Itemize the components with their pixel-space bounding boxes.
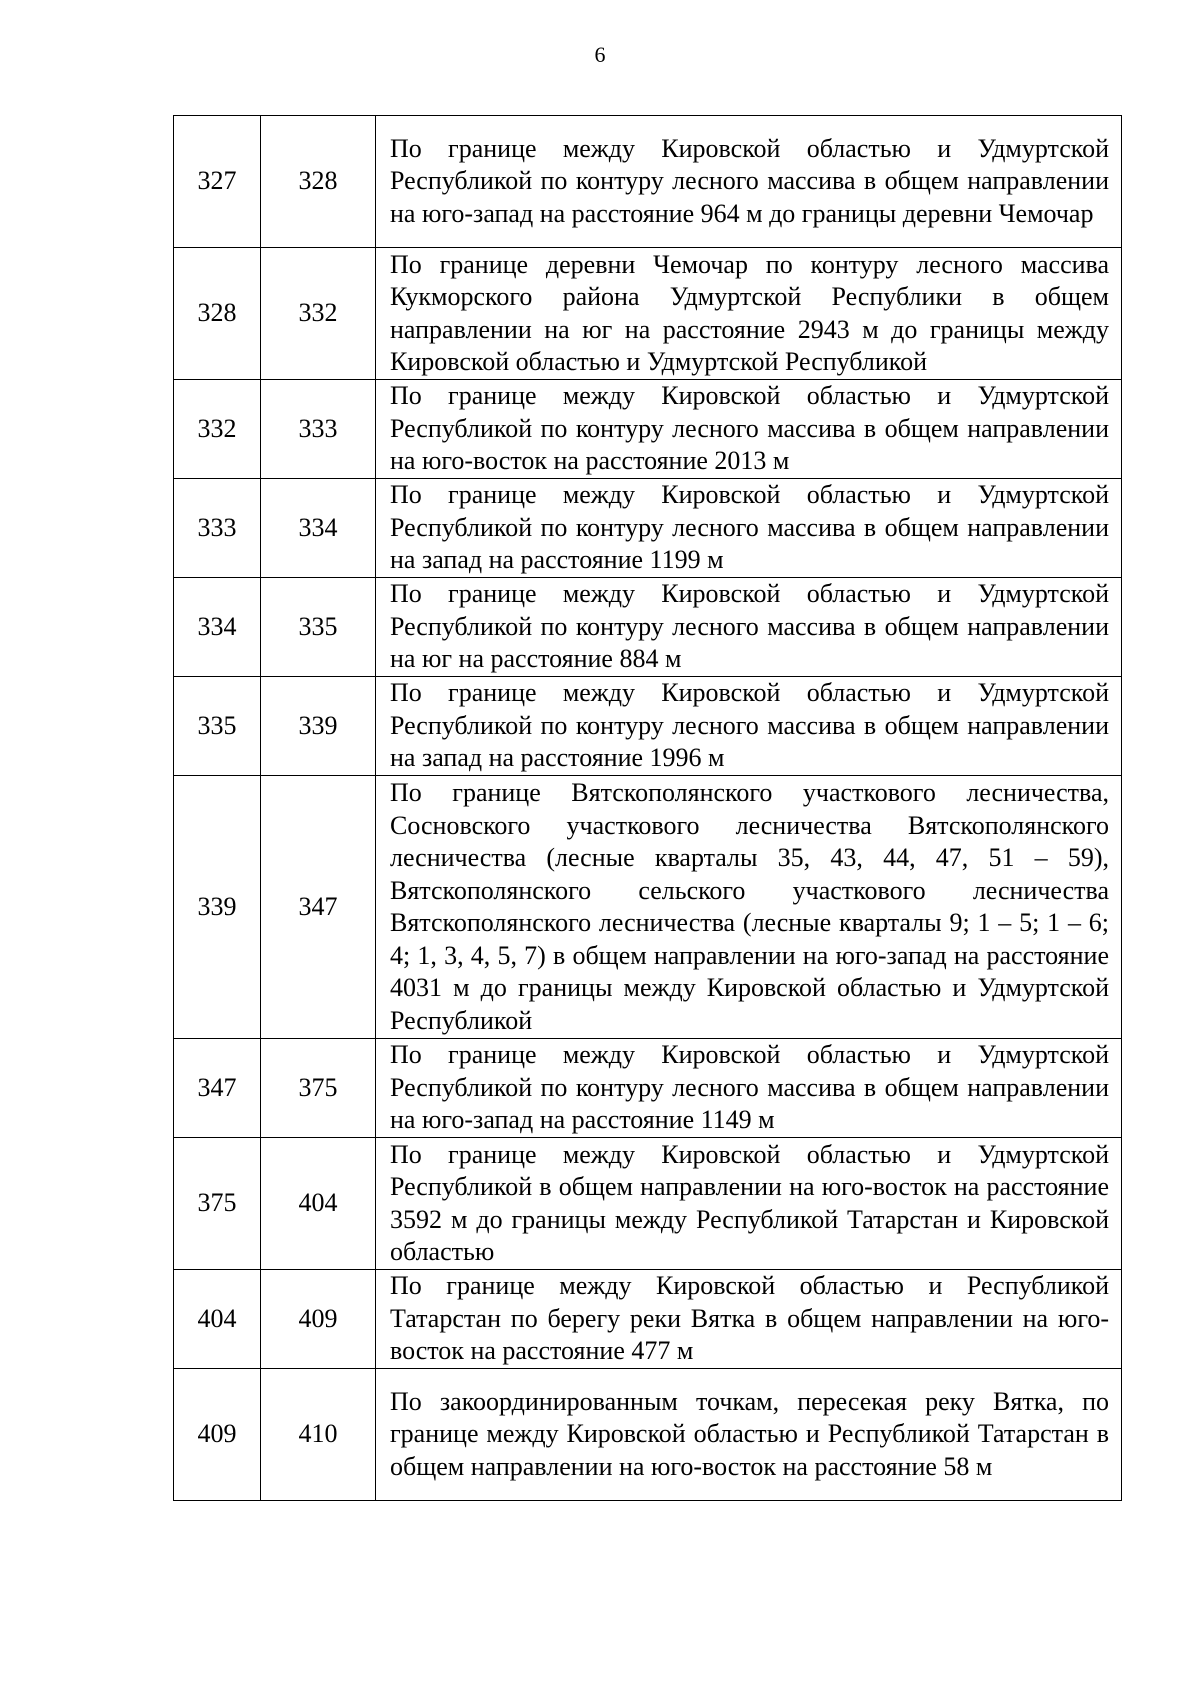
- description-cell: По границе между Кировской областью и Удмуртской Республикой в общем направлении на юго-восток на расстояние 3592 м до границы между Республикой Татарстан и Кировской областью: [376, 1138, 1122, 1270]
- boundary-table: [173, 115, 1122, 1501]
- description-cell: По границе между Кировской областью и Удмуртской Республикой по контуру лесного массива в общем направлении на запад на расстояние 1996 м: [376, 677, 1122, 776]
- to-point-cell: 339: [261, 677, 376, 776]
- table-row: [174, 116, 1122, 248]
- from-point-cell: 333: [174, 479, 261, 578]
- description-cell: По границе между Кировской областью и Республикой Татарстан по берегу реки Вятка в общем направлении на юго-восток на расстояние 477 м: [376, 1270, 1122, 1369]
- to-point-cell: 335: [261, 578, 376, 677]
- description-cell: По закоординированным точкам, пересекая реку Вятка, по границе между Кировской областью и Республикой Татарстан в общем направлении на юго-восток на расстояние 58 м: [376, 1369, 1122, 1501]
- description-cell: По границе между Кировской областью и Удмуртской Республикой по контуру лесного массива в общем направлении на юго-запад на расстояние 964 м до границы деревни Чемочар: [376, 116, 1122, 248]
- table-row: [174, 776, 1122, 1039]
- description-cell: По границе между Кировской областью и Удмуртской Республикой по контуру лесного массива в общем направлении на юг на расстояние 884 м: [376, 578, 1122, 677]
- to-point-cell: 332: [261, 248, 376, 380]
- to-point-cell: 409: [261, 1270, 376, 1369]
- to-point-cell: 328: [261, 116, 376, 248]
- from-point-cell: 339: [174, 776, 261, 1039]
- from-point-cell: 328: [174, 248, 261, 380]
- from-point-cell: 404: [174, 1270, 261, 1369]
- table-row: [174, 1270, 1122, 1369]
- from-point-cell: 375: [174, 1138, 261, 1270]
- to-point-cell: 333: [261, 380, 376, 479]
- to-point-cell: 347: [261, 776, 376, 1039]
- table-row: [174, 248, 1122, 380]
- description-cell: По границе деревни Чемочар по контуру лесного массива Кукморского района Удмуртской Республики в общем направлении на юг на расстояние 2943 м до границы между Кировской областью и Удмуртской Республикой: [376, 248, 1122, 380]
- to-point-cell: 404: [261, 1138, 376, 1270]
- to-point-cell: 375: [261, 1039, 376, 1138]
- table-row: [174, 380, 1122, 479]
- from-point-cell: 334: [174, 578, 261, 677]
- from-point-cell: 327: [174, 116, 261, 248]
- table-row: [174, 1369, 1122, 1501]
- description-cell: По границе между Кировской областью и Удмуртской Республикой по контуру лесного массива в общем направлении на запад на расстояние 1199 м: [376, 479, 1122, 578]
- to-point-cell: 334: [261, 479, 376, 578]
- table-row: [174, 578, 1122, 677]
- description-cell: По границе между Кировской областью и Удмуртской Республикой по контуру лесного массива в общем направлении на юго-восток на расстояние 2013 м: [376, 380, 1122, 479]
- table-row: [174, 1039, 1122, 1138]
- table-row: [174, 1138, 1122, 1270]
- from-point-cell: 335: [174, 677, 261, 776]
- to-point-cell: 410: [261, 1369, 376, 1501]
- from-point-cell: 347: [174, 1039, 261, 1138]
- description-cell: По границе между Кировской областью и Удмуртской Республикой по контуру лесного массива в общем направлении на юго-запад на расстояние 1149 м: [376, 1039, 1122, 1138]
- table-row: [174, 677, 1122, 776]
- from-point-cell: 332: [174, 380, 261, 479]
- table-row: [174, 479, 1122, 578]
- description-cell: По границе Вятскополянского участкового лесничества, Сосновского участкового лесничества Вятскополянского лесничества (лесные кварталы 35, 43, 44, 47, 51 – 59), Вятскополянского сельского участкового лесничества Вятскополянского лесничества (лесные кварталы 9; 1 – 5; 1 – 6; 4; 1, 3, 4, 5, 7) в общем направлении на юго-запад на расстояние 4031 м до границы между Кировской областью и Удмуртской Республикой: [376, 776, 1122, 1039]
- page-number: 6: [594, 42, 606, 67]
- from-point-cell: 409: [174, 1369, 261, 1501]
